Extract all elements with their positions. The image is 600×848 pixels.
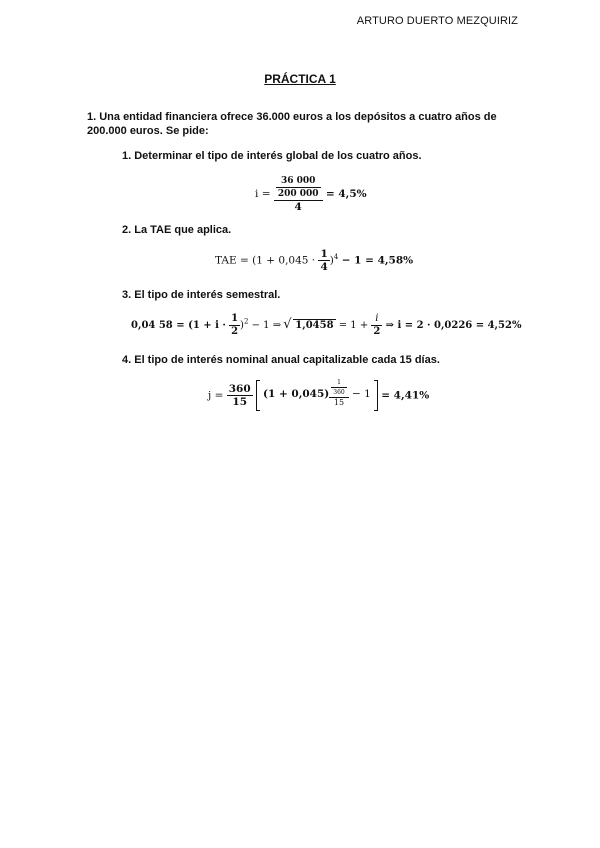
formula-1-lhs: i = <box>255 188 271 200</box>
formula-1-inner-fraction <box>276 175 321 200</box>
formula-3-part2: − 1 ⇒ <box>251 320 282 331</box>
formula-3-fraction-2-den: 2 <box>373 326 381 337</box>
formula-3-numerator: 1 <box>231 313 239 324</box>
formula-1-inner-bottom: 200 000 <box>277 189 319 199</box>
formula-4-exponent-denominator: 15 <box>333 398 345 407</box>
formula-3-fraction-2 <box>371 313 382 338</box>
formula-4-lhs: j = <box>208 389 224 402</box>
formula-4-exp-inner-top: 1 <box>331 378 346 388</box>
formula-3-denominator: 2 <box>231 326 239 337</box>
square-root-symbol <box>284 320 335 331</box>
formula-4-bracket <box>256 380 378 411</box>
formula-3-part3: = 1 + <box>338 320 369 331</box>
formula-1-fraction <box>274 175 323 213</box>
formula-2-result: − 1 = 4,58% <box>341 254 414 267</box>
formula-4-fraction <box>227 383 253 408</box>
formula-3-fraction-2-num: i <box>371 313 382 326</box>
formula-3-fraction <box>229 313 240 338</box>
formula-4-tail: − 1 <box>352 388 371 400</box>
formula-4-exponent-numerator <box>329 378 348 398</box>
formula-4 <box>208 380 429 411</box>
formula-2-denominator: 4 <box>320 261 328 273</box>
formula-2-numerator: 1 <box>320 248 328 260</box>
formula-1-denominator: 4 <box>294 201 302 213</box>
formula-4-exponent-fraction <box>329 378 348 407</box>
formula-3-exponent: 2 <box>243 317 249 326</box>
document-title <box>0 72 600 86</box>
question-1: 1. Determinar el tipo de interés global de los cuatro años. <box>122 150 422 162</box>
formula-3: 0,04 58 = (1 + i · $\frac{1}{2}$ )$^2$ − 1 ⇒ √ 1,0458 = 1 + $\frac{i}{2}$ ⇒ i = 2 · 0,0226 = 4,52% <box>131 313 521 338</box>
formula-1-inner-top: 36 000 <box>276 175 321 188</box>
formula-4-exp-inner <box>331 378 346 397</box>
formula-1-result: = 4,5% <box>325 188 367 200</box>
formula-2: TAE = (1 + 0,045 · $\frac{1}{4}$ )$^4$ − 1 = 4,58% <box>215 248 414 273</box>
formula-4-exp-inner-bottom: 360 <box>333 389 345 396</box>
formula-4-denominator: 15 <box>232 396 248 408</box>
formula-3-part1: 0,04 58 = (1 + i · <box>131 320 226 331</box>
formula-4-exponent <box>329 378 348 407</box>
question-3: 3. El tipo de interés semestral. <box>122 289 281 301</box>
problem-statement: 1. Una entidad financiera ofrece 36.000 euros a los depósitos a cuatro años de 200.000 euros. Se pide: <box>87 111 497 137</box>
formula-2-exponent: 4 <box>333 253 339 261</box>
formula-3-radicand: 1,0458 <box>295 320 334 331</box>
author-name: ARTURO DUERTO MEZQUIRIZ <box>356 15 518 27</box>
formula-4-numerator: 360 <box>228 383 251 395</box>
formula-3-part4: ⇒ i = 2 · 0,0226 = 4,52% <box>385 320 522 331</box>
formula-2-fraction <box>318 248 329 273</box>
question-4: 4. El tipo de interés nominal anual capitalizable cada 15 días. <box>122 354 440 366</box>
formula-1-numerator <box>274 175 323 201</box>
formula-2-lhs: TAE = (1 + 0,045 · <box>215 254 316 267</box>
formula-4-base: (1 + 0,045) <box>263 388 330 400</box>
formula-1 <box>255 175 367 213</box>
title-text: PRÁCTICA 1 <box>264 72 336 86</box>
question-2: 2. La TAE que aplica. <box>122 224 232 236</box>
formula-4-result: = 4,41% <box>381 389 430 402</box>
